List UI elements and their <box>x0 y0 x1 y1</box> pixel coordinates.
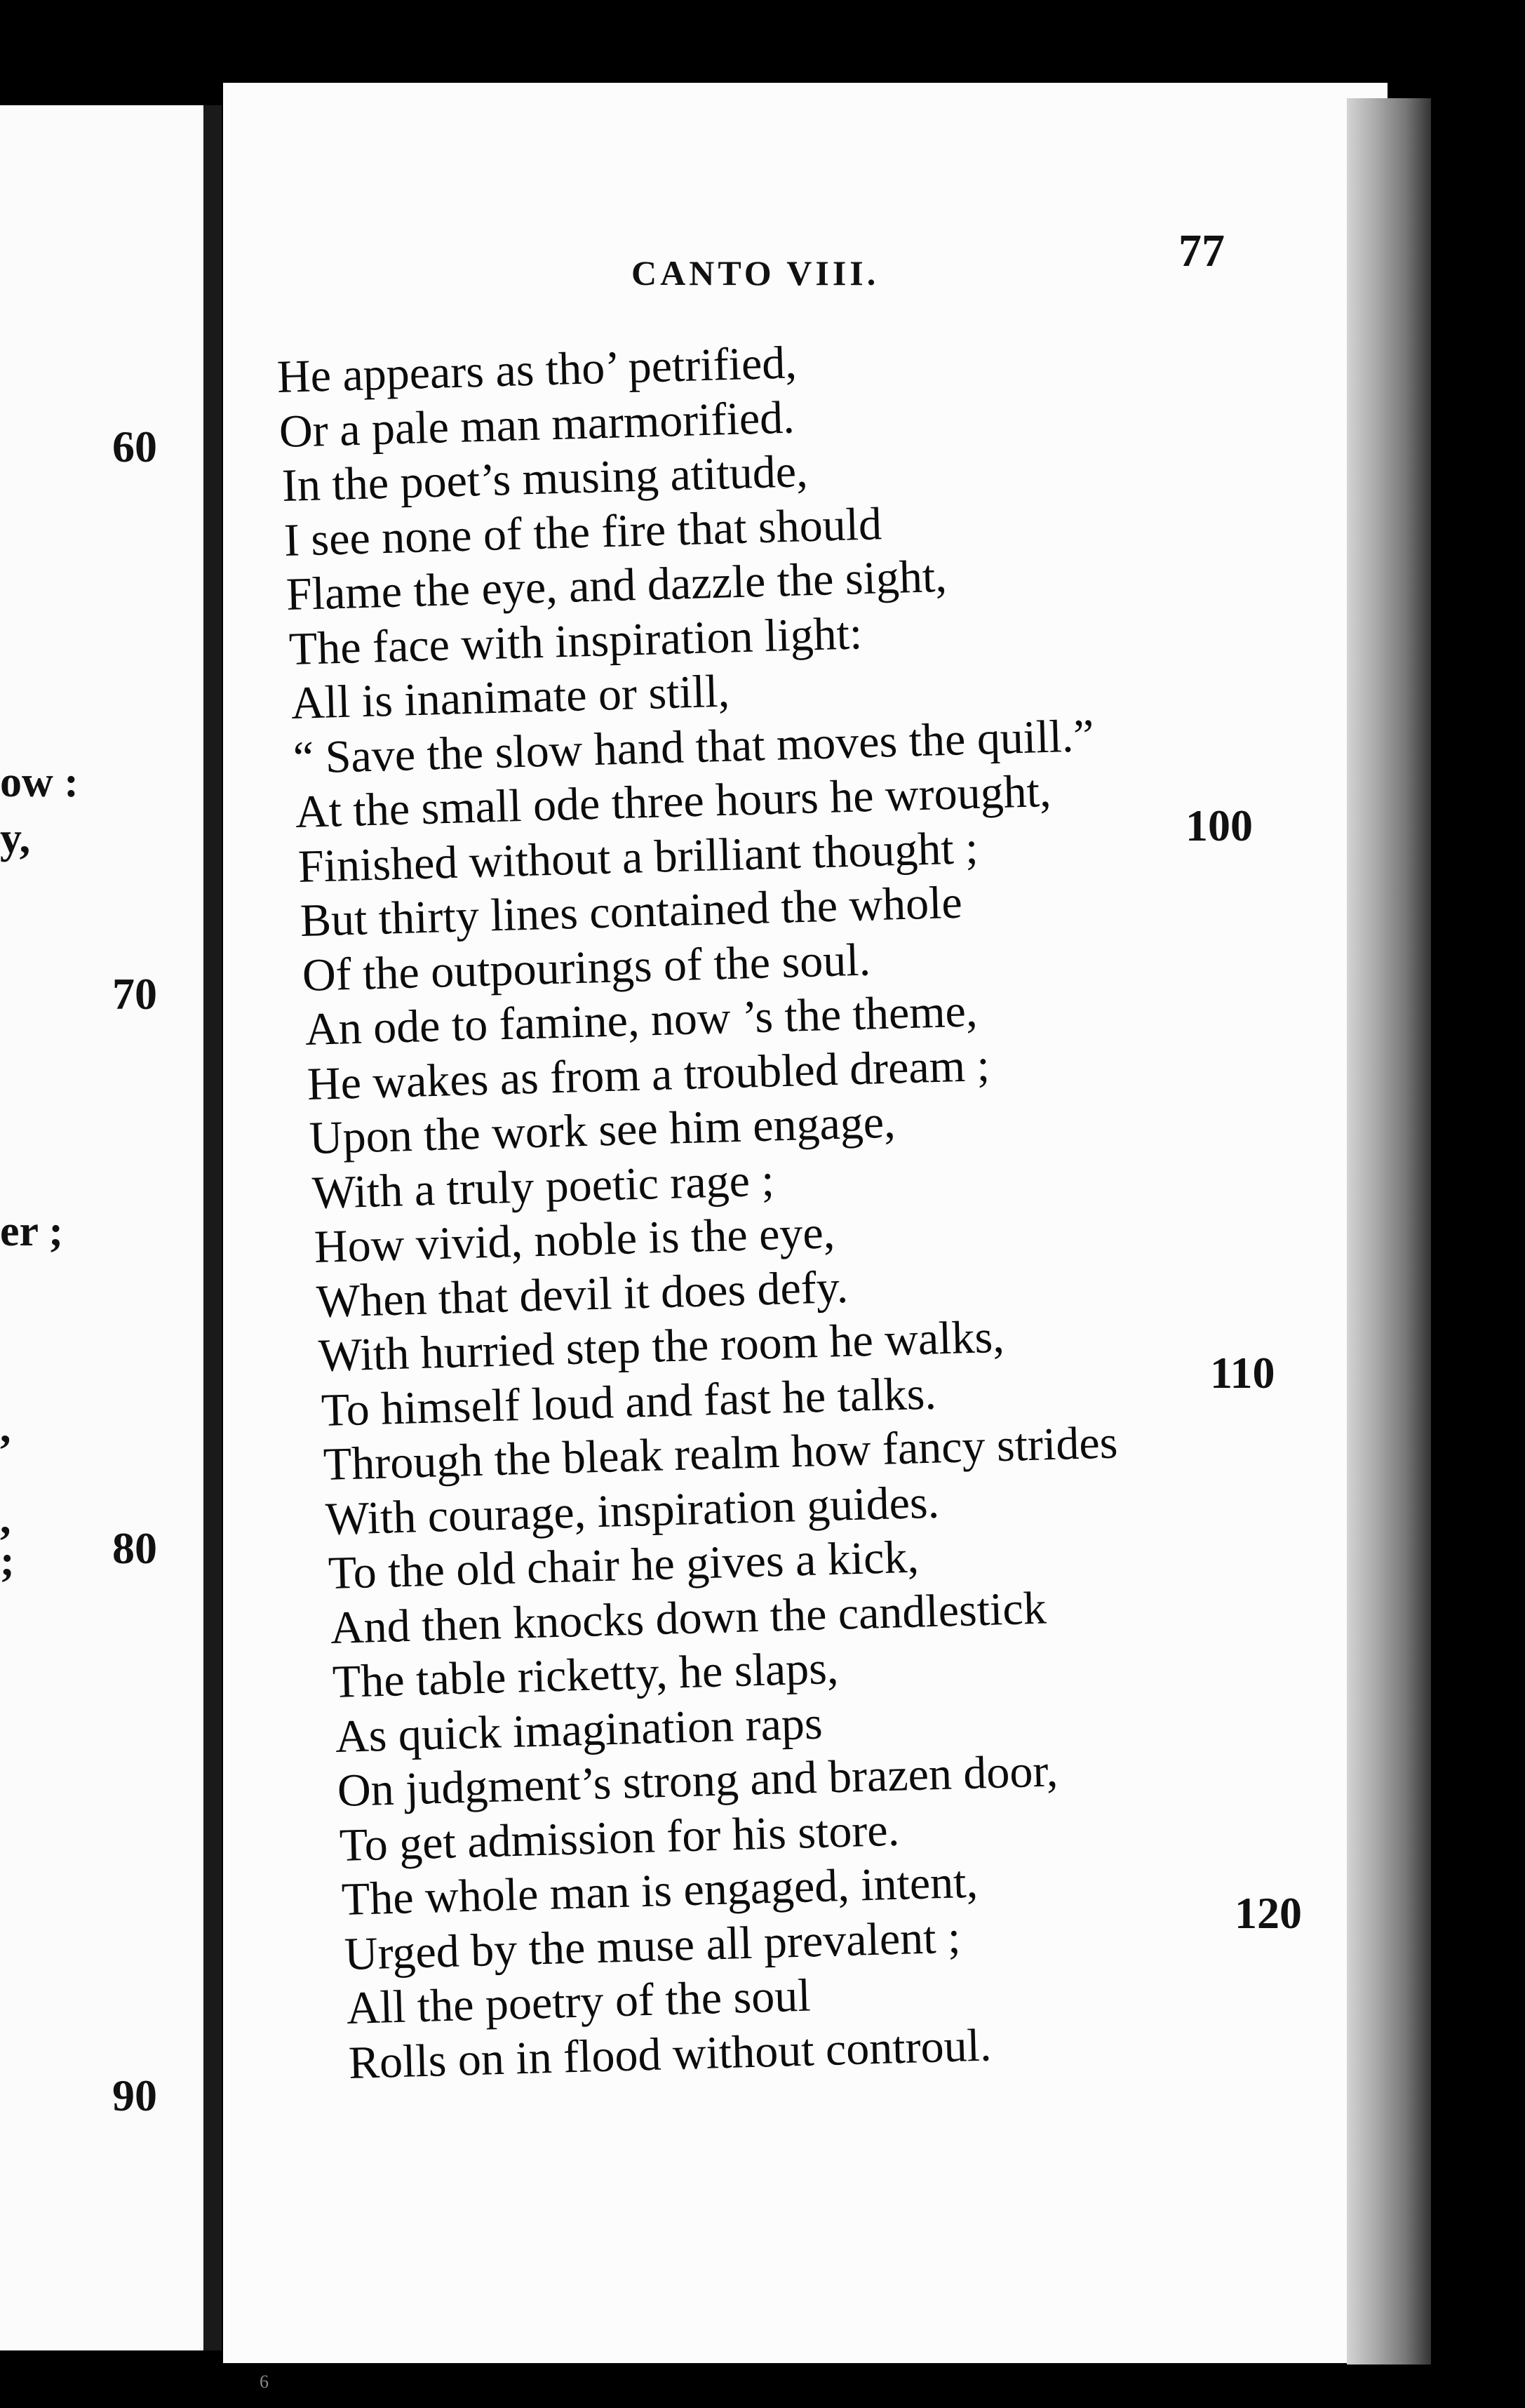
verse-line: All is inanimate or still, <box>290 665 730 729</box>
footer-mark: 6 <box>260 2372 269 2392</box>
verse-line: How vivid, noble is the eye, <box>313 1207 836 1273</box>
left-line-number: 60 <box>112 422 157 471</box>
verse-line: I see none of the fire that should <box>283 498 882 566</box>
verse-line: To get admission for his store. <box>338 1804 900 1871</box>
verse-line: The whole man is engaged, intent, <box>340 1856 979 1925</box>
verse-line: The face with inspiration light: <box>288 608 864 675</box>
left-page <box>0 105 208 2350</box>
left-fragment: y, <box>0 815 31 862</box>
verse-line: To himself loud and fast he talks. <box>320 1367 937 1436</box>
verse-line: At the small ode three hours he wrought, <box>294 765 1052 838</box>
verse-line: Of the outpourings of the soul. <box>301 934 871 1001</box>
verse-line: When that devil it does defy. <box>315 1261 849 1327</box>
verse-line: Rolls on in flood without controul. <box>347 2019 993 2089</box>
verse-line: All the poetry of the soul <box>345 1969 812 2034</box>
left-line-number: 90 <box>112 2071 157 2120</box>
verse-line: He appears as tho’ petrified, <box>276 337 798 403</box>
left-fragment: er ; <box>0 1208 64 1255</box>
verse-line: Flame the eye, and dazzle the sight, <box>285 550 948 620</box>
verse-line: Or a pale man marmorified. <box>278 392 795 457</box>
verse-line: He wakes as from a troubled dream ; <box>306 1039 990 1110</box>
left-fragment: , <box>0 1404 11 1452</box>
left-fragment: ow : <box>0 758 79 806</box>
verse-line: An ode to famine, now ’s the theme, <box>304 985 979 1055</box>
verse-line: Finished without a brilliant thought ; <box>297 822 979 892</box>
line-number: 110 <box>1210 1348 1275 1398</box>
verse-line: The table ricketty, he slaps, <box>331 1642 840 1708</box>
running-head: CANTO VIII. <box>631 253 880 293</box>
verse-line: With hurried step the room he walks, <box>317 1311 1005 1382</box>
verse-line: “ Save the slow hand that moves the quill.” <box>292 710 1095 784</box>
page-number: 77 <box>1178 225 1225 276</box>
verse-line: But thirty lines contained the whole <box>299 876 963 947</box>
verse-line: Through the bleak realm how fancy strides <box>322 1417 1119 1490</box>
left-line-number: 70 <box>112 969 157 1019</box>
left-fragment: ; <box>0 1537 15 1585</box>
verse-line: On judgment’s strong and brazen door, <box>336 1745 1059 1817</box>
book-gutter <box>203 105 222 2350</box>
line-number: 100 <box>1185 801 1253 850</box>
verse-line: To the old chair he gives a kick, <box>327 1531 920 1599</box>
verse-line: Urged by the muse all prevalent ; <box>343 1911 962 1980</box>
page-edge <box>1347 98 1431 2364</box>
left-line-number: 80 <box>112 1523 157 1573</box>
verse-line: In the poet’s musing atitude, <box>281 446 809 511</box>
left-fragment: , <box>0 1495 11 1543</box>
verse-line: And then knocks down the candlestick <box>329 1582 1047 1654</box>
verse-line: Upon the work see him engage, <box>308 1096 896 1164</box>
line-number: 120 <box>1235 1888 1302 1938</box>
verse-line: As quick imagination raps <box>334 1697 824 1762</box>
verse-line: With a truly poetic rage ; <box>311 1154 775 1219</box>
verse-line: With courage, inspiration guides. <box>324 1476 940 1545</box>
